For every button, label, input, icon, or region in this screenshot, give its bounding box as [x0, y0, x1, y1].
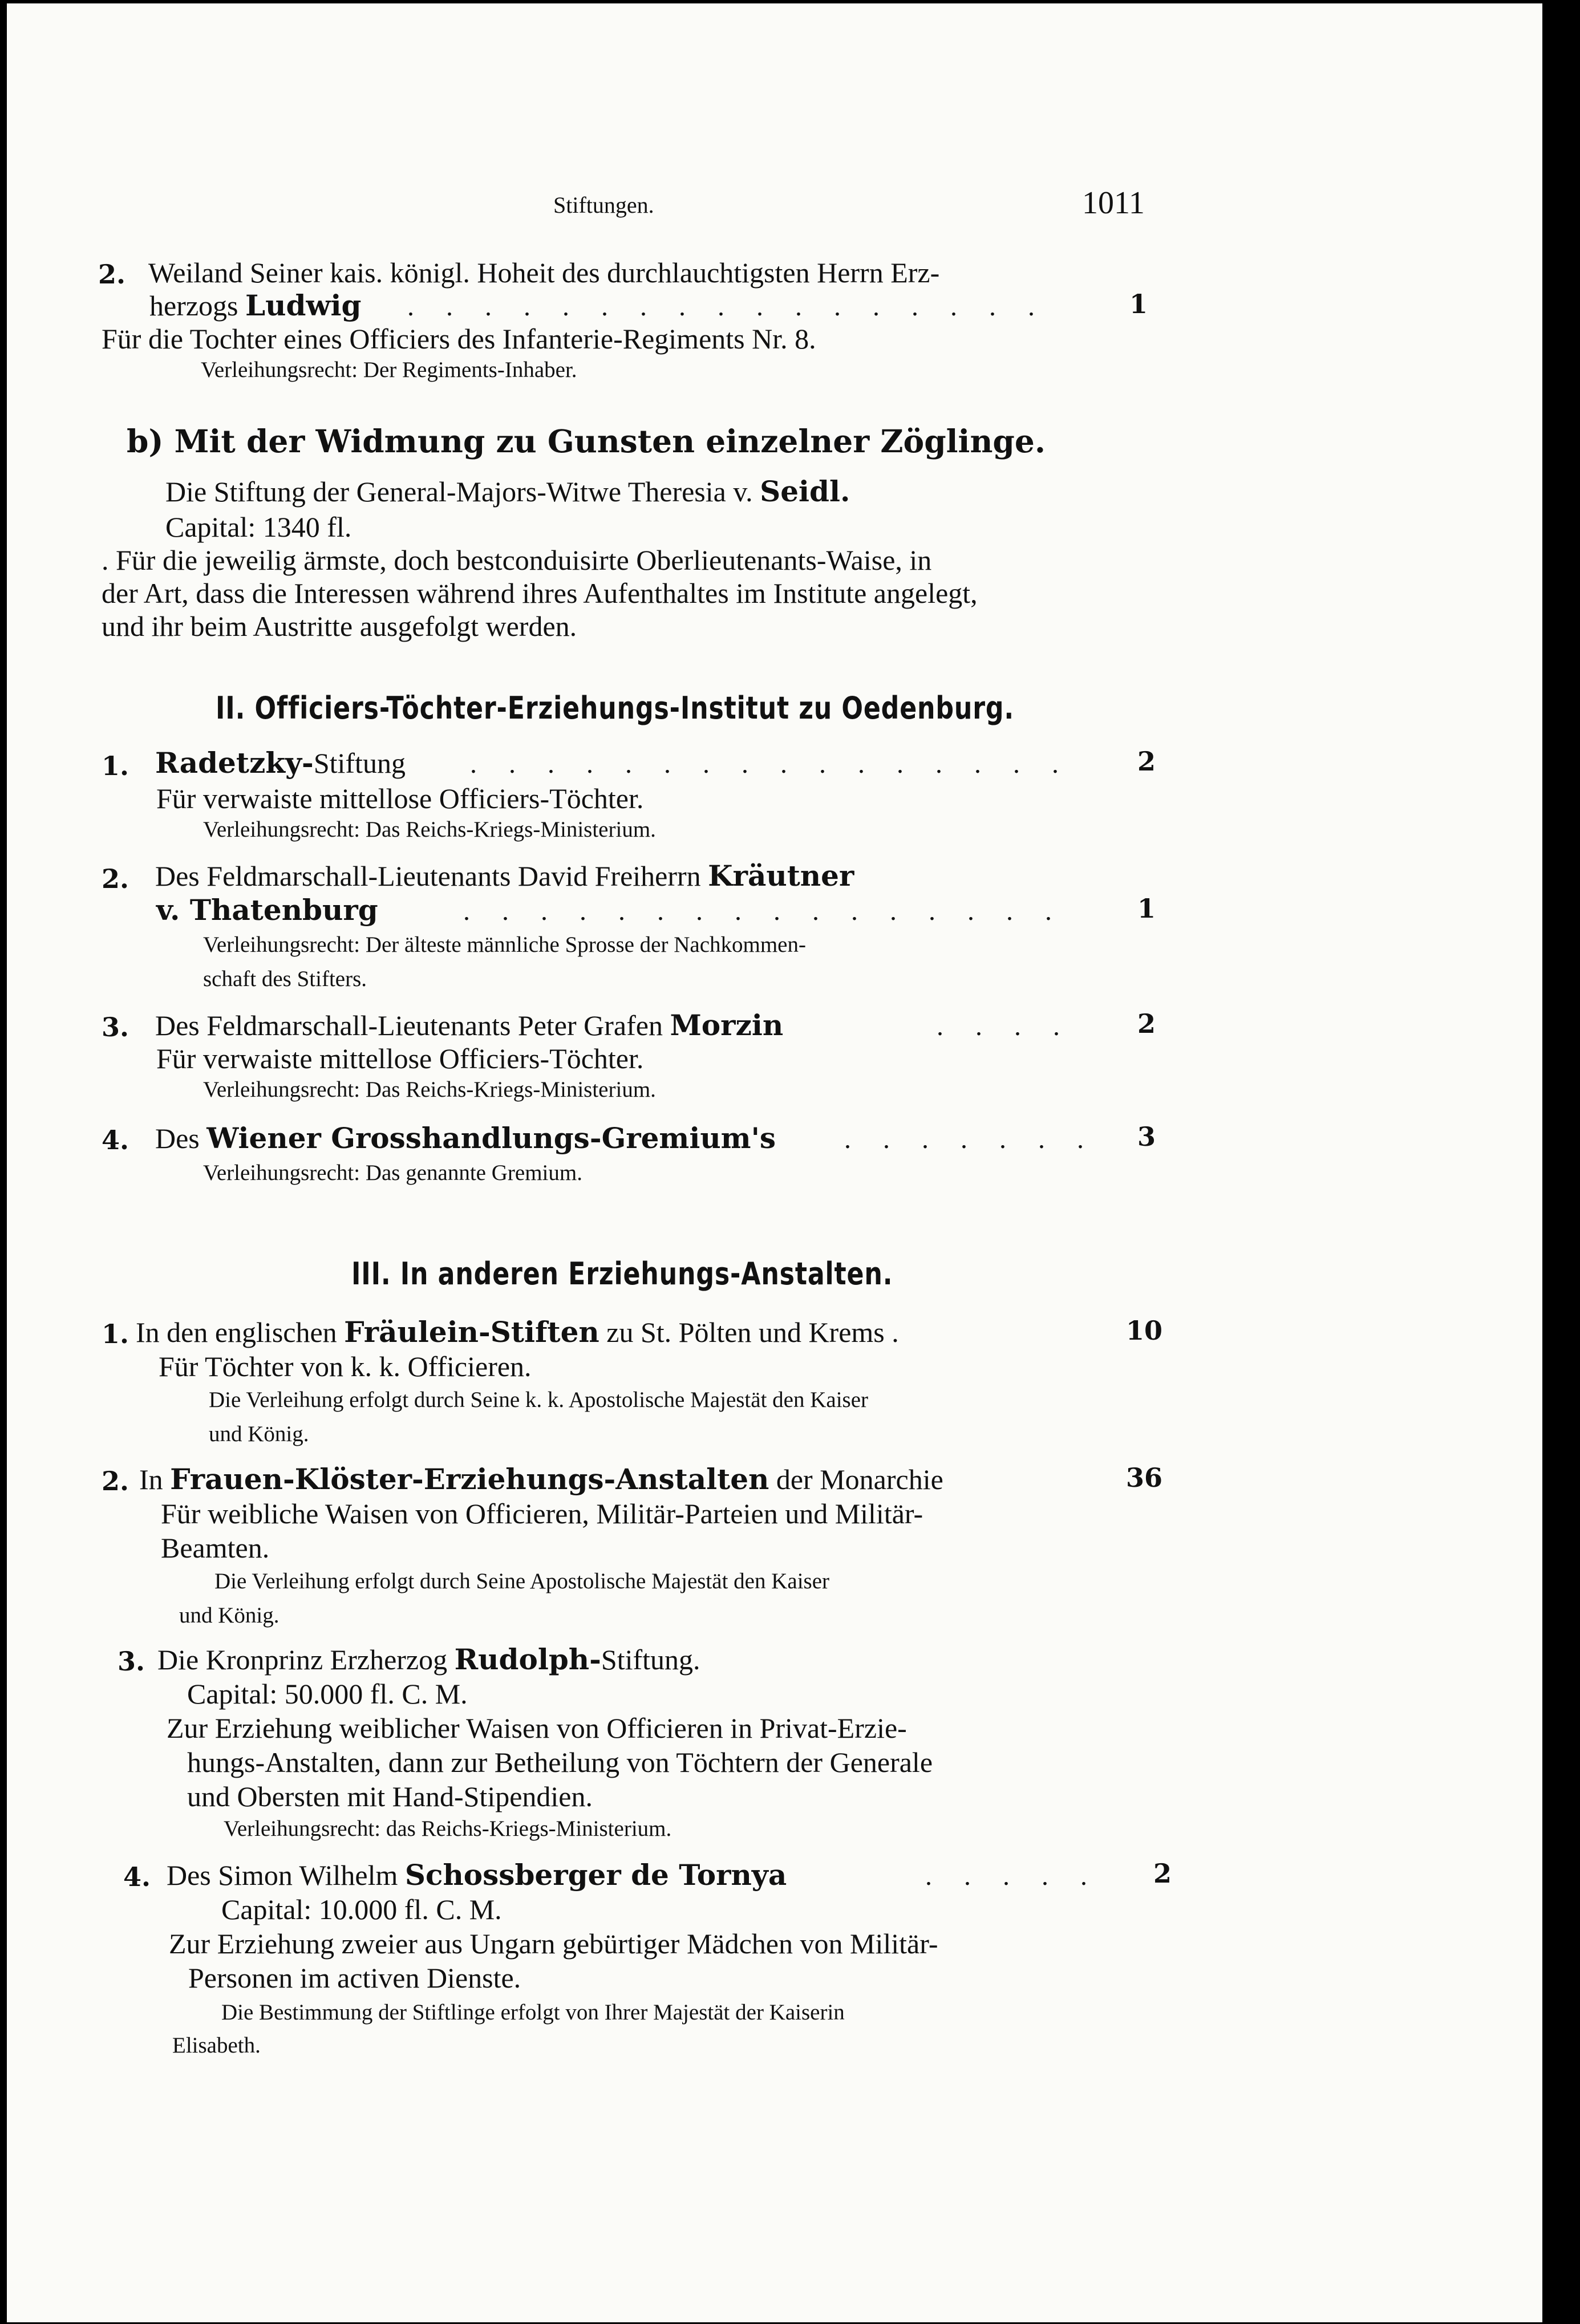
entry-number: 2.: [98, 259, 126, 290]
entry-number: 3.: [102, 1012, 129, 1043]
entry-title: Des Feldmarschall-Lieutenants David Freiherrn Kräutner: [155, 859, 854, 893]
entry-number: 2.: [102, 1466, 129, 1496]
place-count: 10: [1126, 1315, 1163, 1346]
leader-dots: [937, 1011, 1085, 1040]
place-count: 36: [1126, 1462, 1163, 1493]
entry-description: Zur Erziehung zweier aus Ungarn gebürtiger Mädchen von Militär-: [169, 1928, 938, 1960]
entry-number: 1.: [102, 1319, 129, 1349]
entry-title: Des Feldmarschall-Lieutenants Peter Grafen Morzin: [155, 1008, 784, 1042]
entry-description: Beamten.: [161, 1532, 270, 1564]
scan-edge: [1547, 0, 1580, 2324]
founder-name: Kräutner: [708, 859, 854, 893]
paragraph-line: und ihr beim Austritte ausgefolgt werden.: [102, 610, 577, 642]
place-count: 3: [1137, 1121, 1156, 1152]
page-number: 1011: [1082, 185, 1145, 221]
entry-text: Weiland Seiner kais. königl. Hoheit des durchlauchtigsten Herrn Erz-: [148, 257, 940, 289]
leader-dots: [470, 748, 1086, 778]
leader-dots: [844, 1124, 1084, 1153]
entry-description: Für Töchter von k. k. Officieren.: [159, 1350, 532, 1382]
grant-right: Verleihungsrecht: Das Reichs-Kriegs-Ministerium.: [203, 1077, 656, 1102]
capital: Capital: 1340 fl.: [165, 511, 352, 543]
entry-description: Zur Erziehung weiblicher Waisen von Officieren in Privat-Erzie-: [167, 1712, 907, 1744]
founder-name: Wiener Grosshandlungs-Gremium's: [206, 1121, 776, 1155]
entry-description: hungs-Anstalten, dann zur Betheilung von Töchtern der Generale: [187, 1746, 933, 1778]
award-note: Die Verleihung erfolgt durch Seine Apostolische Majestät den Kaiser: [214, 1569, 830, 1593]
grant-right: schaft des Stifters.: [203, 967, 367, 991]
founder-name: Seidl.: [760, 474, 850, 508]
capital: Capital: 50.000 fl. C. M.: [187, 1678, 468, 1710]
award-note: und König.: [179, 1603, 279, 1628]
entry-description: Für weibliche Waisen von Officieren, Militär-Parteien und Militär-: [161, 1498, 923, 1530]
entry-title: Des Wiener Grosshandlungs-Gremium's: [155, 1121, 776, 1155]
grant-right: Verleihungsrecht: Der Regiments-Inhaber.: [201, 358, 577, 382]
entry-title: In den englischen Fräulein-Stiften zu St. Pölten und Krems .: [136, 1315, 899, 1349]
foundation-text: Die Stiftung der General-Majors-Witwe Theresia v. Seidl.: [165, 474, 850, 508]
grant-right: Verleihungsrecht: Das Reichs-Kriegs-Ministerium.: [203, 817, 656, 842]
entry-title: Radetzky-Stiftung: [155, 746, 406, 780]
institution-name: Frauen-Klöster-Erziehungs-Anstalten: [170, 1462, 769, 1496]
award-note: Die Verleihung erfolgt durch Seine k. k. Apostolische Majestät den Kaiser: [209, 1388, 869, 1412]
grant-right: Verleihungsrecht: das Reichs-Kriegs-Ministerium.: [224, 1816, 672, 1841]
entry-number: 2.: [102, 863, 129, 894]
entry-number: 4.: [123, 1861, 151, 1892]
award-note: Elisabeth.: [172, 2033, 261, 2058]
section-heading: III. In anderen Erziehungs-Anstalten.: [351, 1256, 893, 1292]
capital: Capital: 10.000 fl. C. M.: [221, 1893, 502, 1925]
running-header: Stiftungen.: [553, 192, 654, 218]
leader-dots: [463, 895, 1073, 925]
place-count: 1: [1129, 289, 1148, 319]
award-note: und König.: [209, 1422, 309, 1446]
entry-text: herzogs Ludwig: [149, 289, 362, 322]
entry-number: 4.: [102, 1125, 129, 1155]
founder-name: Rudolph-: [454, 1642, 601, 1676]
founder-name: Ludwig: [245, 289, 362, 322]
entry-title: [156, 893, 378, 927]
paragraph-line: der Art, dass die Interessen während ihres Aufenthaltes im Institute angelegt,: [102, 577, 978, 609]
entry-description: Personen im activen Dienste.: [188, 1962, 521, 1994]
entry-description: Für verwaiste mittellose Officiers-Töchter.: [156, 1043, 644, 1074]
entry-description: und Obersten mit Hand-Stipendien.: [187, 1780, 593, 1812]
entry-description: Für die Tochter eines Officiers des Infanterie-Regiments Nr. 8.: [102, 323, 816, 355]
leader-dots: [925, 1860, 1119, 1890]
place-count: 2: [1153, 1858, 1172, 1889]
institution-name: Fräulein-Stiften: [344, 1315, 599, 1349]
entry-title: Die Kronprinz Erzherzog Rudolph-Stiftung.: [157, 1642, 700, 1676]
founder-name: Schossberger de Tornya: [404, 1858, 787, 1892]
place-count: 1: [1137, 893, 1156, 924]
entry-title: In Frauen-Klöster-Erziehungs-Anstalten der Monarchie: [139, 1462, 943, 1496]
grant-right: Verleihungsrecht: Das genannte Gremium.: [203, 1161, 582, 1185]
award-note: Die Bestimmung der Stiftlinge erfolgt von Ihrer Majestät der Kaiserin: [221, 2000, 845, 2025]
section-heading: b) Mit der Widmung zu Gunsten einzelner Zöglinge.: [127, 423, 1046, 460]
leader-dots: [407, 291, 1063, 321]
entry-description: Für verwaiste mittellose Officiers-Töchter.: [156, 782, 644, 814]
founder-name: Morzin: [670, 1008, 784, 1042]
place-count: 2: [1137, 1008, 1156, 1039]
section-heading: II. Officiers-Töchter-Erziehungs-Institut zu Oedenburg.: [216, 690, 1015, 726]
grant-right: Verleihungsrecht: Der älteste männliche Sprosse der Nachkommen-: [203, 932, 806, 957]
founder-name: v. Thatenburg: [156, 893, 378, 927]
entry-title: Des Simon Wilhelm Schossberger de Tornya: [167, 1858, 787, 1892]
entry-number: 3.: [118, 1646, 145, 1677]
founder-name: Radetzky-: [155, 746, 314, 780]
entry-number: 1.: [102, 751, 129, 781]
document-page: [7, 3, 1542, 2322]
place-count: 2: [1137, 746, 1156, 777]
paragraph-line: . Für die jeweilig ärmste, doch bestconduisirte Oberlieutenants-Waise, in: [102, 544, 932, 576]
